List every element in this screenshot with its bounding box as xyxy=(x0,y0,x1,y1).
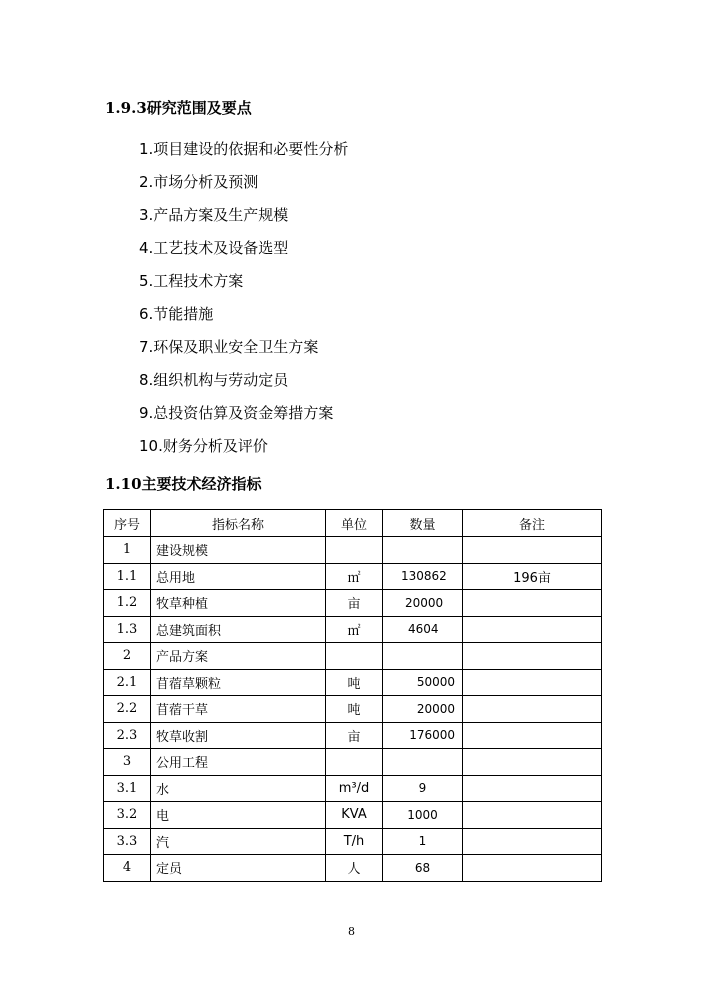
row-note xyxy=(463,616,602,643)
row-note: 196亩 xyxy=(463,563,602,590)
section-heading-key-indicators: 1.10主要技术经济指标 xyxy=(105,475,262,493)
row-no: 1 xyxy=(104,537,151,564)
page-number: 8 xyxy=(348,925,355,938)
table-row xyxy=(104,802,602,829)
row-no: 2.2 xyxy=(104,696,151,723)
row-name: 建设规模 xyxy=(151,537,326,564)
row-note xyxy=(463,775,602,802)
table-row xyxy=(104,563,602,590)
row-unit xyxy=(326,537,383,564)
row-no: 1.2 xyxy=(104,590,151,617)
list-item: 2.市场分析及预测 xyxy=(139,173,259,191)
list-item: 9.总投资估算及资金筹措方案 xyxy=(139,404,334,422)
row-qty: 20000 xyxy=(383,590,463,617)
row-name: 公用工程 xyxy=(151,749,326,776)
table-row xyxy=(104,855,602,882)
row-qty xyxy=(383,537,463,564)
row-note xyxy=(463,828,602,855)
row-unit: ㎡ xyxy=(326,616,383,643)
row-no: 1.3 xyxy=(104,616,151,643)
table-row xyxy=(104,537,602,564)
table-header-row xyxy=(104,510,602,537)
row-unit: 吨 xyxy=(326,696,383,723)
table-row xyxy=(104,828,602,855)
row-note xyxy=(463,590,602,617)
header-no: 序号 xyxy=(104,510,151,537)
row-note xyxy=(463,722,602,749)
indicators-table xyxy=(103,509,602,882)
row-unit: ㎡ xyxy=(326,563,383,590)
row-qty: 1000 xyxy=(383,802,463,829)
row-no: 4 xyxy=(104,855,151,882)
row-unit xyxy=(326,643,383,670)
research-scope-list xyxy=(139,138,348,468)
row-name: 总用地 xyxy=(151,563,326,590)
table-row xyxy=(104,722,602,749)
row-name: 水 xyxy=(151,775,326,802)
row-name: 汽 xyxy=(151,828,326,855)
row-unit: KVA xyxy=(326,802,383,829)
row-qty: 68 xyxy=(383,855,463,882)
list-item: 6.节能措施 xyxy=(139,305,214,323)
header-name: 指标名称 xyxy=(151,510,326,537)
row-name: 电 xyxy=(151,802,326,829)
row-no: 1.1 xyxy=(104,563,151,590)
row-no: 2 xyxy=(104,643,151,670)
header-note: 备注 xyxy=(463,510,602,537)
list-item: 1.项目建设的依据和必要性分析 xyxy=(139,140,349,158)
row-qty: 20000 xyxy=(383,696,463,723)
row-unit: m³/d xyxy=(326,775,383,802)
row-unit: 吨 xyxy=(326,669,383,696)
row-no: 3.3 xyxy=(104,828,151,855)
table-row xyxy=(104,669,602,696)
row-unit: T/h xyxy=(326,828,383,855)
table-row xyxy=(104,749,602,776)
row-name: 产品方案 xyxy=(151,643,326,670)
row-name: 牧草收割 xyxy=(151,722,326,749)
row-note xyxy=(463,696,602,723)
table-row xyxy=(104,616,602,643)
row-qty: 1 xyxy=(383,828,463,855)
row-note xyxy=(463,749,602,776)
table-row xyxy=(104,696,602,723)
row-unit: 人 xyxy=(326,855,383,882)
header-unit: 单位 xyxy=(326,510,383,537)
row-qty: 9 xyxy=(383,775,463,802)
list-item: 8.组织机构与劳动定员 xyxy=(139,371,289,389)
list-item: 4.工艺技术及设备选型 xyxy=(139,239,289,257)
table-row xyxy=(104,775,602,802)
row-note xyxy=(463,537,602,564)
row-name: 苜蓿草颗粒 xyxy=(151,669,326,696)
row-name: 苜蓿干草 xyxy=(151,696,326,723)
row-name: 牧草种植 xyxy=(151,590,326,617)
header-qty: 数量 xyxy=(383,510,463,537)
row-qty: 176000 xyxy=(383,722,463,749)
row-unit: 亩 xyxy=(326,590,383,617)
row-note xyxy=(463,643,602,670)
row-no: 3.1 xyxy=(104,775,151,802)
row-qty xyxy=(383,749,463,776)
table-row xyxy=(104,643,602,670)
row-no: 3.2 xyxy=(104,802,151,829)
section-heading-research-scope: 1.9.3研究范围及要点 xyxy=(105,99,252,117)
row-qty: 130862 xyxy=(383,563,463,590)
list-item: 3.产品方案及生产规模 xyxy=(139,206,289,224)
row-qty: 4604 xyxy=(383,616,463,643)
row-note xyxy=(463,669,602,696)
row-no: 3 xyxy=(104,749,151,776)
row-no: 2.1 xyxy=(104,669,151,696)
row-name: 总建筑面积 xyxy=(151,616,326,643)
row-no: 2.3 xyxy=(104,722,151,749)
row-note xyxy=(463,855,602,882)
row-unit xyxy=(326,749,383,776)
row-note xyxy=(463,802,602,829)
row-qty: 50000 xyxy=(383,669,463,696)
table-row xyxy=(104,590,602,617)
row-name: 定员 xyxy=(151,855,326,882)
list-item: 7.环保及职业安全卫生方案 xyxy=(139,338,319,356)
list-item: 10.财务分析及评价 xyxy=(139,437,268,455)
list-item: 5.工程技术方案 xyxy=(139,272,244,290)
row-unit: 亩 xyxy=(326,722,383,749)
row-qty xyxy=(383,643,463,670)
